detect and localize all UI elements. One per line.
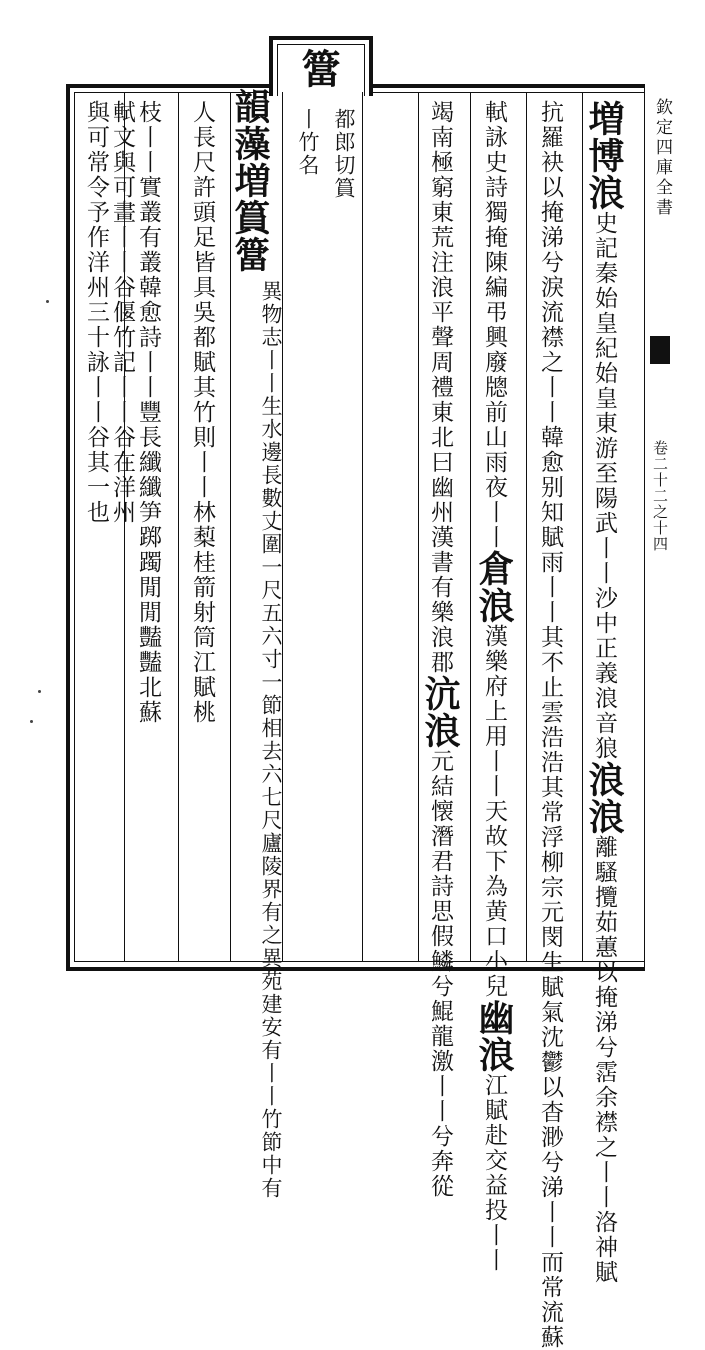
- entry2-headword-char: 簹: [229, 236, 271, 273]
- entry2-headword-char: 韻: [229, 88, 271, 125]
- text-segment: 浪: [419, 712, 461, 749]
- scan-speck: [30, 720, 33, 723]
- text-segment: 沆: [419, 675, 461, 712]
- text-column-2: [532, 100, 568, 1350]
- entry2-headword-column: [229, 88, 271, 273]
- library-title: 欽定四庫全書: [652, 98, 672, 218]
- text-column-1: [583, 100, 625, 1285]
- column-rule: [470, 92, 471, 962]
- text-segment: 與可常令予作洋州三十詠丨丨谷其一也: [83, 100, 109, 525]
- column-rule: [178, 92, 179, 962]
- text-segment: 元結懐潛君詩思假鱗兮鯤龍激丨丨兮奔從: [427, 749, 453, 1199]
- text-segment: 浪: [473, 587, 515, 624]
- column-rule: [362, 92, 363, 962]
- text-segment: 離騷攬茹蕙以掩涕兮霑余襟之丨丨洛神賦: [591, 835, 617, 1285]
- text-column-10: [78, 100, 114, 525]
- volume-label: 卷二十二之十四: [651, 440, 669, 552]
- heading-title-column: [295, 48, 342, 89]
- heading-title: 簹: [295, 48, 342, 89]
- text-segment: 浪: [583, 761, 625, 798]
- entry2-headword-char: 篔: [229, 199, 271, 236]
- text-segment: 竭南極窮東荒注浪平聲周禮東北曰幽州漢書有樂浪郡: [427, 100, 453, 675]
- heading-subreading: 篔: [332, 177, 356, 200]
- text-segment: 浪: [473, 1036, 515, 1073]
- text-segment: 人長尺許頭足皆具吳都賦其竹則丨丨林䔧桂箭射筒江賦桃: [189, 100, 215, 725]
- text-column-6: [254, 280, 288, 1200]
- column-rule: [526, 92, 527, 962]
- text-column-4: [419, 100, 461, 1199]
- column-rule: [418, 92, 419, 962]
- text-segment: 江賦赴交益投丨丨: [481, 1073, 507, 1273]
- text-segment: 軾文與可畫丨丨谷偃竹記丨丨谷在洋州: [109, 100, 135, 525]
- text-segment: 浪: [583, 798, 625, 835]
- heading-gloss: 丨竹名: [296, 108, 320, 177]
- heading-reading-column: [326, 108, 362, 200]
- text-segment: 異物志丨丨生水邊長數丈圍一尺五六寸一節相去六七尺廬陵界有之異苑建安有丨丨竹節中有: [259, 280, 283, 1200]
- text-segment: 抗羅袂以掩涕兮淚流襟之丨丨韓愈别知賦雨丨丨其不止雲浩浩其常浮柳宗元閔生賦氣沈鬱以杳渺兮涕丨丨而常流蘇: [537, 100, 563, 1350]
- entry2-headword-char: 増: [229, 162, 271, 199]
- text-segment: 倉: [473, 550, 515, 587]
- text-segment: 幽: [473, 999, 515, 1036]
- scan-speck: [38, 690, 41, 693]
- text-segment: 軾詠史詩獨掩陳編弔興廢牕前山雨夜丨丨: [481, 100, 507, 550]
- text-segment: 漢樂府上用丨丨天故下為黄口小兒: [481, 624, 507, 999]
- entry2-headword-char: 藻: [229, 125, 271, 162]
- fishtail-mark-icon: [650, 336, 670, 364]
- scan-speck: [46, 300, 49, 303]
- text-column-7: [184, 100, 220, 725]
- text-segment: 枝丨丨實叢有叢韓愈詩丨丨豐長纖纖笋踯躅閒閒豔豔北蘇: [135, 100, 161, 725]
- text-segment: 史記秦始皇紀始皇東游至陽武丨丨沙中正義浪音狼: [591, 211, 617, 761]
- text-segment: 浪: [583, 174, 625, 211]
- heading-reading: 都郎切: [332, 108, 356, 177]
- text-column-3: [473, 100, 515, 1273]
- text-segment: 博: [583, 137, 625, 174]
- heading-gloss-column: [290, 108, 326, 177]
- text-segment: 増: [583, 100, 625, 137]
